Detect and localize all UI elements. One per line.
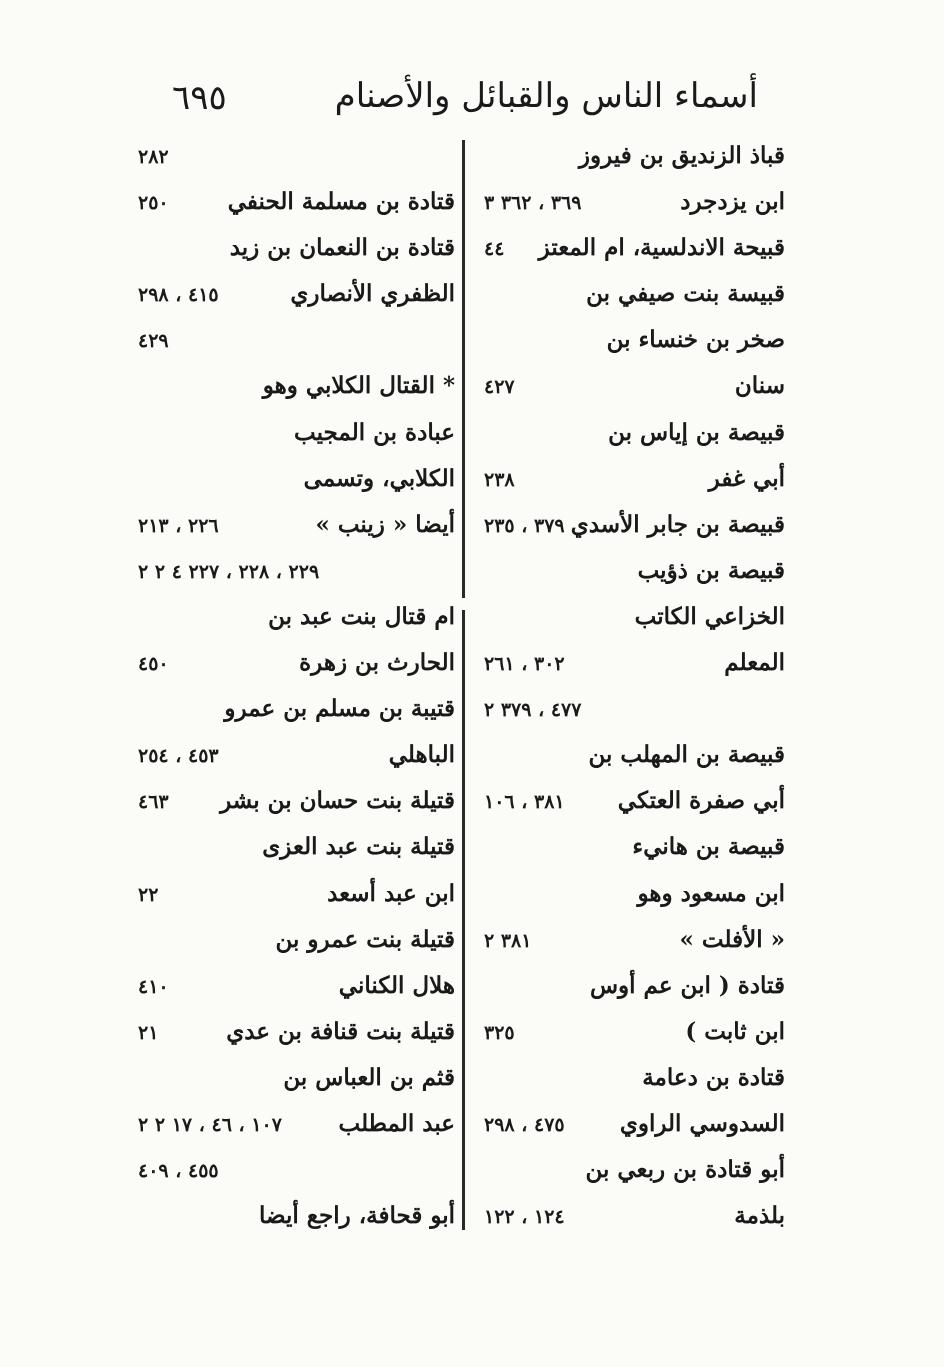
- entry-page-refs: ٤٧٥ ، ٢٩٨: [484, 1113, 565, 1136]
- index-entry: [470, 459, 785, 505]
- index-entry: [470, 505, 785, 551]
- entry-name: قتيلة بنت حسان بن بشر: [220, 787, 455, 815]
- entry-page-refs: ٤٤: [484, 238, 505, 261]
- entry-name: صخر بن خنساء بن: [606, 326, 785, 354]
- index-entry: [470, 274, 785, 320]
- entry-name: ابن ثابت ): [685, 1017, 785, 1045]
- entry-name: أيضا « زينب »: [315, 510, 455, 538]
- index-column-left: [120, 136, 455, 1242]
- index-entry: [120, 966, 455, 1012]
- index-entry: [120, 1058, 455, 1104]
- index-entry: [470, 366, 785, 412]
- index-entry: [120, 551, 455, 597]
- index-entry: [120, 597, 455, 643]
- index-entry: [470, 1058, 785, 1104]
- index-entry: [120, 781, 455, 827]
- index-entry: [470, 413, 785, 459]
- entry-name: هلال الكناني: [338, 971, 455, 999]
- entry-name: ابن عبد أسعد: [327, 879, 455, 907]
- entry-page-refs: ٣٨١ ، ١٠٦: [484, 791, 565, 814]
- entry-name: « الأفلت »: [679, 925, 785, 953]
- entry-name: قتادة بن مسلمة الحنفي: [227, 188, 455, 216]
- entry-name: قبيصة بن هانيء: [632, 833, 785, 861]
- index-entry: [470, 136, 785, 182]
- entry-page-refs: ٤٥٠: [138, 653, 169, 676]
- index-entry: [120, 413, 455, 459]
- index-entry: [120, 274, 455, 320]
- entry-page-refs: ٢١: [138, 1021, 159, 1044]
- entry-name: قتيلة بنت قنافة بن عدي: [226, 1017, 455, 1045]
- entry-name: قبيصة بن إياس بن: [608, 418, 785, 446]
- entry-name: قتادة ( ابن عم أوس: [589, 971, 785, 999]
- entry-name: الخزاعي الكاتب: [634, 602, 785, 630]
- entry-name: ابن يزدجرد: [680, 188, 785, 216]
- entry-page-refs: ٤٧٧ ، ٣٧٩ ٢: [484, 699, 582, 722]
- entry-name: ام قتال بنت عبد بن: [268, 602, 455, 630]
- index-entry: [470, 1196, 785, 1242]
- entry-page-refs: ٢٣٨: [484, 468, 515, 491]
- entry-name: قتيبة بن مسلم بن عمرو: [224, 695, 455, 723]
- index-entry: [120, 920, 455, 966]
- index-entry: [120, 735, 455, 781]
- entry-page-refs: ٤١٥ ، ٢٩٨: [138, 284, 219, 307]
- index-entry: [470, 1012, 785, 1058]
- index-entry: [120, 1196, 455, 1242]
- entry-name: الباهلي: [388, 741, 455, 769]
- index-entry: [470, 781, 785, 827]
- entry-page-refs: ٣٠٢ ، ٢٦١: [484, 653, 565, 676]
- entry-name: عبادة بن المجيب: [294, 418, 455, 446]
- entry-page-refs: ٤٢٧: [484, 376, 515, 399]
- column-divider-gap: [460, 598, 468, 610]
- entry-page-refs: ٢٥٠: [138, 192, 169, 215]
- index-column-right: [470, 136, 785, 1242]
- entry-page-refs: ٤٥٣ ، ٢٥٤: [138, 745, 219, 768]
- entry-page-refs: ٤٢٩: [138, 330, 169, 353]
- entry-page-refs: ٤١٠: [138, 975, 169, 998]
- entry-page-refs: ٢٢: [138, 883, 159, 906]
- index-entry: [120, 643, 455, 689]
- entry-name: قبيحة الاندلسية، ام المعتز: [538, 234, 785, 262]
- index-entry: [470, 920, 785, 966]
- running-header-title: أسماء الناس والقبائل والأصنام: [334, 76, 758, 116]
- entry-page-refs: ١٢٤ ، ١٢٢: [484, 1206, 565, 1229]
- entry-name: الكلابي، وتسمى: [303, 464, 455, 492]
- index-entry: [120, 320, 455, 366]
- entry-page-refs: ٣٨١ ٢: [484, 929, 532, 952]
- index-entry: [120, 505, 455, 551]
- index-entry: [470, 1104, 785, 1150]
- entry-name: قتيلة بنت عمرو بن: [275, 925, 455, 953]
- index-entry: [120, 1012, 455, 1058]
- index-entry: [470, 735, 785, 781]
- entry-name: أبو قحافة، راجع أيضا: [259, 1202, 455, 1230]
- entry-name: قباذ الزنديق بن فيروز: [578, 142, 785, 169]
- entry-name: قبيسة بنت صيفي بن: [586, 280, 785, 308]
- entry-page-refs: ٤٦٣: [138, 791, 169, 814]
- entry-page-refs: ٤٥٥ ، ٤٠٩: [138, 1160, 219, 1183]
- entry-page-refs: ٣٢٥: [484, 1021, 515, 1044]
- index-entry: [120, 689, 455, 735]
- entry-name: قتادة بن النعمان بن زيد: [229, 234, 455, 262]
- index-entry: [470, 320, 785, 366]
- column-divider: [462, 140, 465, 1230]
- entry-name: بلذمة: [734, 1202, 785, 1230]
- entry-page-refs: ٣٧٩ ، ٢٣٥: [484, 514, 565, 537]
- entry-page-refs: ٢٨٢: [138, 146, 169, 168]
- index-entry: [120, 366, 455, 412]
- index-entry: [120, 1150, 455, 1196]
- entry-name: قبيصة بن المهلب بن: [588, 741, 785, 769]
- entry-name: قتيلة بنت عبد العزى: [262, 833, 455, 861]
- page-number: ٦٩٥: [172, 78, 227, 118]
- index-entry: [470, 827, 785, 873]
- index-entry: [470, 874, 785, 920]
- entry-name: أبو قتادة بن ربعي بن: [585, 1156, 785, 1184]
- entry-page-refs: ٣٦٩ ، ٣٦٢ ٣: [484, 192, 582, 215]
- entry-page-refs: ٢٢٩ ، ٢٢٨ ، ٢٢٧ ٤ ٢ ٢: [138, 560, 320, 583]
- entry-name: الظفري الأنصاري: [290, 280, 455, 308]
- index-entry: [470, 182, 785, 228]
- index-entry: [470, 966, 785, 1012]
- entry-page-refs: ٢٢٦ ، ٢١٣: [138, 514, 219, 537]
- index-entry: [470, 551, 785, 597]
- entry-name: قبيصة بن جابر الأسدي: [570, 510, 785, 538]
- entry-name: سنان: [734, 372, 785, 400]
- index-entry: [470, 228, 785, 274]
- entry-name: عبد المطلب: [338, 1109, 455, 1137]
- index-entry: [470, 597, 785, 643]
- entry-name: الحارث بن زهرة: [299, 649, 455, 677]
- index-entry: [470, 689, 785, 735]
- entry-name: قتادة بن دعامة: [642, 1063, 785, 1091]
- entry-name: * القتال الكلابي وهو: [262, 372, 455, 400]
- entry-page-refs: ١٠٧ ، ٤٦ ، ١٧ ٢ ٢: [138, 1113, 282, 1136]
- entry-name: السدوسي الراوي: [619, 1109, 785, 1137]
- index-entry: [120, 1104, 455, 1150]
- index-entry: [120, 136, 455, 182]
- entry-name: أبي صفرة العتكي: [617, 787, 785, 815]
- entry-name: أبي غفر: [708, 464, 785, 492]
- entry-name: قبيصة بن ذؤيب: [637, 556, 785, 584]
- index-entry: [120, 459, 455, 505]
- index-entry: [120, 182, 455, 228]
- entry-name: ابن مسعود وهو: [637, 879, 785, 907]
- index-entry: [120, 827, 455, 873]
- index-entry: [120, 228, 455, 274]
- index-entry: [120, 874, 455, 920]
- entry-name: المعلم: [724, 649, 785, 677]
- index-entry: [470, 1150, 785, 1196]
- index-entry: [470, 643, 785, 689]
- entry-name: قثم بن العباس بن: [283, 1063, 455, 1091]
